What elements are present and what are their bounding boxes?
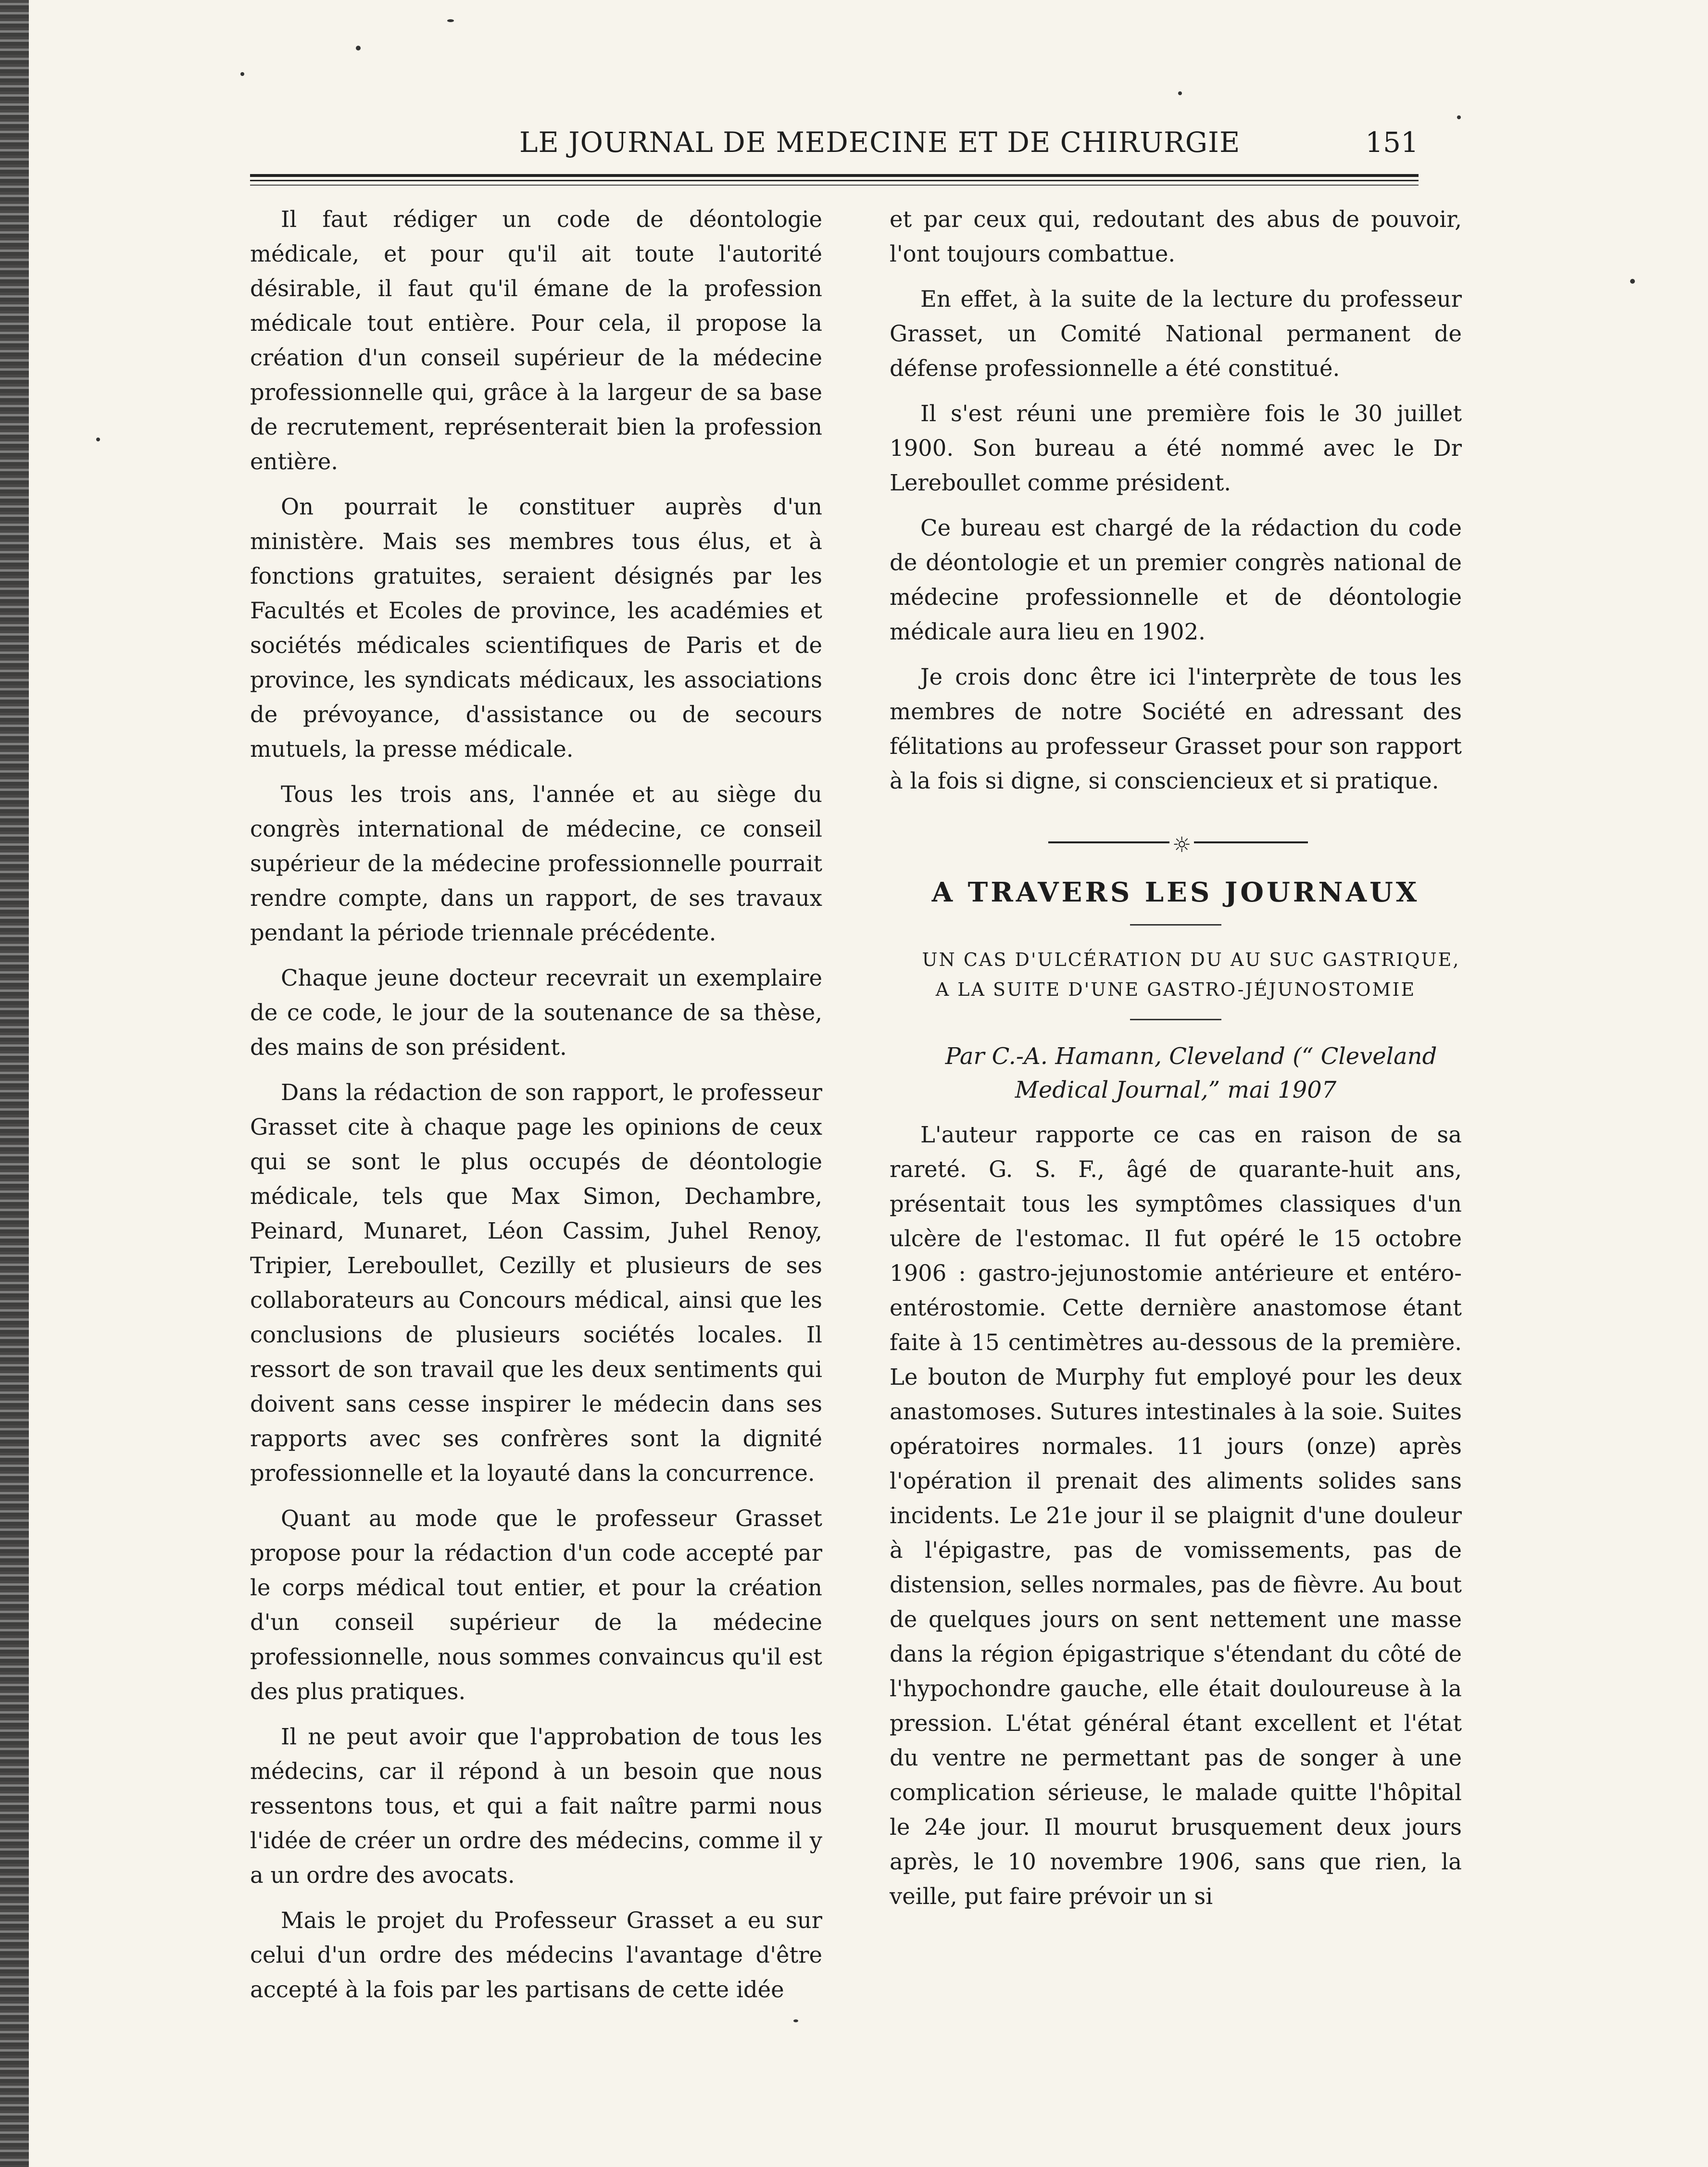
paragraph: Je crois donc être ici l'interprète de tous les membres de notre Société en adressant des félitations au professeur Grasset pour son rapport à la fois si digne, si consciencieux et si pratique.	[890, 664, 1462, 794]
page-binding-edge	[0, 0, 29, 2167]
subtitle-divider	[1130, 1019, 1221, 1020]
paragraph: Il ne peut avoir que l'approbation de tous les médecins, car il répond à un besoin que nous ressentons tous, et qui a fait naître parmi nous l'idée de créer un ordre des médecins, comme il y a un ordre des avocats.	[250, 1724, 822, 1888]
article-byline: Par C.-A. Hamann, Cleveland (“ Cleveland Medical Journal,” mai 1907	[945, 1043, 1437, 1103]
paragraph: Il s'est réuni une première fois le 30 juillet 1900. Son bureau a été nommé avec le Dr Lereboullet comme président.	[890, 401, 1462, 496]
paragraph: On pourrait le constituer auprès d'un ministère. Mais ses membres tous élus, et à fonctions gratuites, seraient désignés par les Facultés et Ecoles de province, les académies et sociétés médicales scientifiques de Paris et de province, les syndicats médicaux, les associations de prévoyance, d'assistance ou de secours mutuels, la presse médicale.	[250, 494, 822, 762]
running-title: LE JOURNAL DE MEDECINE ET DE CHIRURGIE	[519, 126, 1241, 159]
header-rule-thin-lower	[250, 185, 1419, 186]
paragraph: Quant au mode que le professeur Grasset propose pour la rédaction d'un code accepté par le corps médical tout entier, et pour la création d'un conseil supérieur de la médecine professionnelle, nous sommes convaincus qu'il est des plus pratiques.	[250, 1505, 822, 1704]
article-body: L'auteur rapporte ce cas en raison de sa rareté. G. S. F., âgé de quarante-huit ans, présentait tous les symptômes classiques d'un ulcère de l'estomac. Il fut opéré le 15 octobre 1906 : gastro-jejunostomie antérieure et entéro-entérostomie. Cette dernière anastomose étant faite à 15 centimètres au-dessous de la première. Le bouton de Murphy fut employé pour les deux anastomoses. Sutures intestinales à la soie. Suites opératoires normales. 11 jours (onze) après l'opération il prenait des aliments solides sans incidents. Le 21e jour il se plaignit d'une douleur à l'épigastre, pas de vomissements, pas de distension, selles normales, pas de fièvre. Au bout de quelques jours on sent nettement une masse dans la région épigastrique s'étendant du côté de l'hypochondre gauche, elle était douloureuse à la pression. L'état général étant excellent et l'état du ventre ne permettant pas de songer à une complication sérieuse, le malade quitte l'hôpital le 24e jour. Il mourut brusquement deux jours après, le 10 novembre 1906, sans que rien, la veille, put faire prévoir un si	[890, 1122, 1462, 1909]
paragraph: Dans la rédaction de son rapport, le professeur Grasset cite à chaque page les opinions de ceux qui se sont le plus occupés de déontologie médicale, tels que Max Simon, Dechambre, Peinard, Munaret, Léon Cassim, Juhel Renoy, Tripier, Lereboullet, Cezilly et plusieurs de ses collaborateurs au Concours médical, ainsi que les conclusions de plusieurs sociétés locales. Il ressort de son travail que les deux sentiments qui doivent sans cesse inspirer le médecin dans ses rapports avec ses confrères sont la dignité professionnelle et la loyauté dans la concurrence.	[250, 1079, 822, 1486]
ornament-star-icon: ☼	[1169, 828, 1194, 863]
paragraph: Chaque jeune docteur recevrait un exemplaire de ce code, le jour de la soutenance de sa thèse, des mains de son président.	[250, 965, 822, 1060]
paragraph: Mais le projet du Professeur Grasset a eu sur celui d'un ordre des médecins l'avantage d'être accepté à la fois par les partisans de cette idée	[250, 1907, 822, 2003]
section-ornament	[890, 832, 1462, 857]
section-title: A TRAVERS LES JOURNAUX	[931, 877, 1420, 908]
page-header	[250, 126, 1419, 169]
left-column	[250, 202, 822, 2017]
paragraph: Tous les trois ans, l'année et au siège du congrès international de médecine, ce conseil supérieur de la médecine professionnelle pourrait rendre compte, dans un rapport, de ses travaux pendant la période triennale précédente.	[250, 781, 822, 946]
article-subtitle: UN CAS D'ULCÉRATION DU AU SUC GASTRIQUE, A LA SUITE D'UNE GASTRO-JÉJUNOSTOMIE	[922, 949, 1460, 1000]
paragraph: Il faut rédiger un code de déontologie médicale, et pour qu'il ait toute l'autorité désirable, il faut qu'il émane de la profession médicale tout entière. Pour cela, il propose la création d'un conseil supérieur de la médecine professionnelle qui, grâce à la largeur de sa base de recrutement, représenterait bien la profession entière.	[250, 206, 822, 475]
header-rule-thick	[250, 174, 1419, 177]
paragraph-continued: et par ceux qui, redoutant des abus de pouvoir, l'ont toujours combattue.	[890, 206, 1462, 267]
page-number: 151	[1365, 126, 1419, 159]
header-rule-thin	[250, 180, 1419, 181]
right-column	[890, 202, 1462, 1924]
paragraph: En effet, à la suite de la lecture du professeur Grasset, un Comité National permanent de défense professionnelle a été constitué.	[890, 286, 1462, 381]
paragraph: Ce bureau est chargé de la rédaction du code de déontologie et un premier congrès national de médecine professionnelle et de déontologie médicale aura lieu en 1902.	[890, 515, 1462, 645]
section-divider	[1130, 924, 1221, 926]
